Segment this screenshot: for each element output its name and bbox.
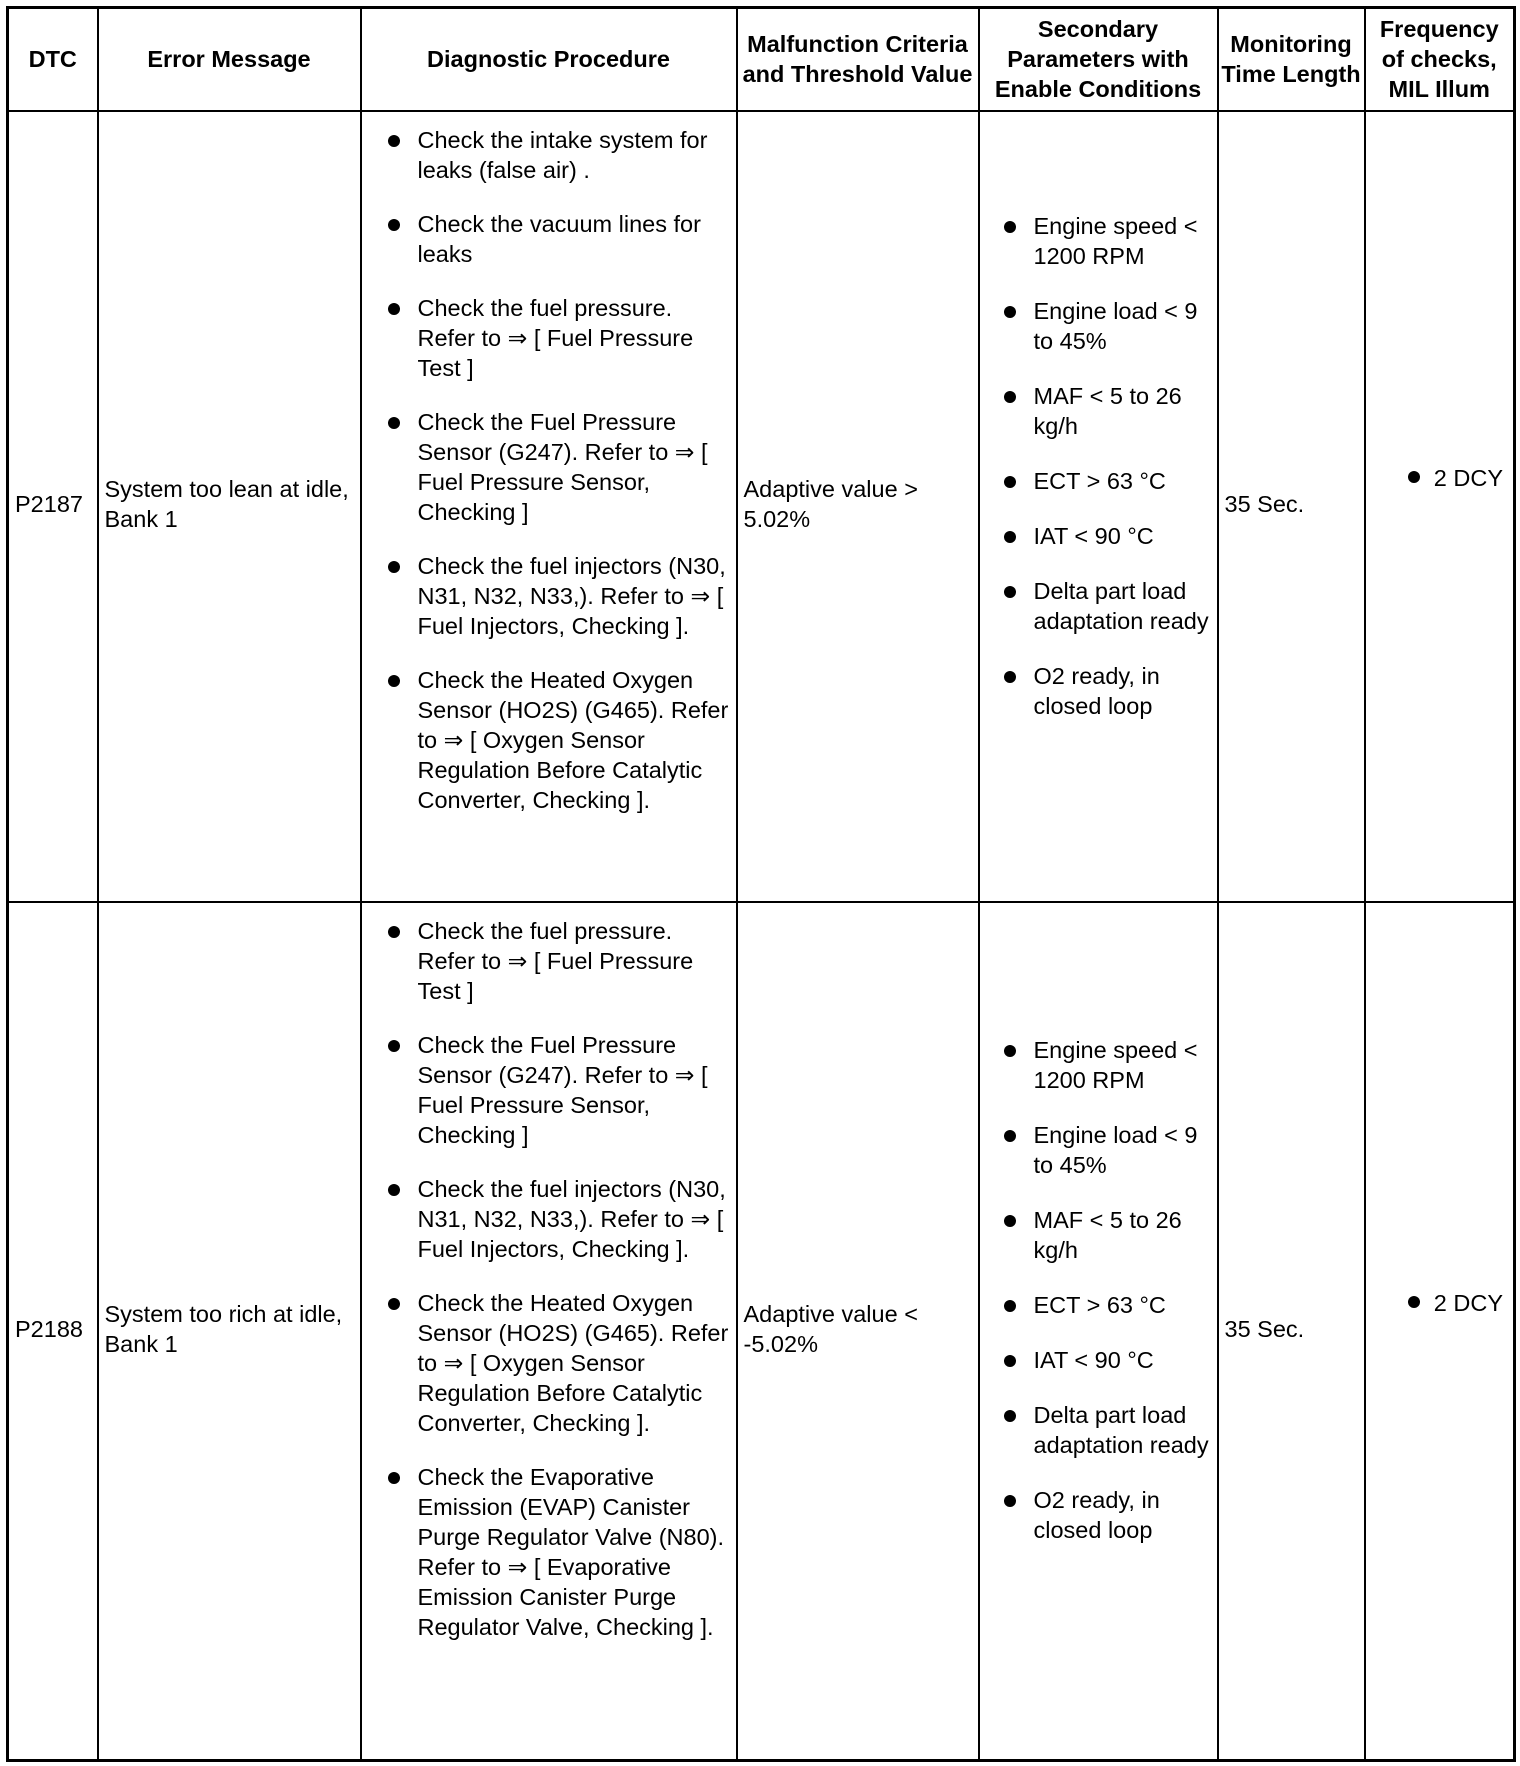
- list-item: [362, 1288, 734, 1438]
- bullet-icon: [1004, 1045, 1016, 1057]
- procedure-cell: [361, 902, 737, 1761]
- list-item: [980, 296, 1217, 356]
- secondary-cell: [979, 111, 1218, 902]
- dtc-code: P2187: [15, 491, 83, 517]
- list-item: [362, 916, 734, 1006]
- bullet-icon: [1004, 586, 1016, 598]
- secondary-list: [980, 211, 1217, 721]
- header-row: [8, 8, 1515, 111]
- bullet-icon: [388, 561, 400, 573]
- bullet-icon: [1004, 306, 1016, 318]
- procedure-list: [362, 112, 736, 815]
- list-item-text: Check the fuel pressure. Refer to ⇒ [ Fuel Pressure Test ]: [417, 917, 694, 1004]
- criteria-value: Adaptive value > 5.02%: [743, 476, 918, 532]
- list-item: [980, 211, 1217, 271]
- monitoring-time: 35 Sec.: [1224, 1315, 1305, 1342]
- list-item-text: Check the Heated Oxygen Sensor (HO2S) (G465). Refer to ⇒ [ Oxygen Sensor Regulation Before Catalytic Converter, Checking ].: [417, 666, 729, 813]
- secondary-list: [980, 1035, 1217, 1545]
- list-item: [980, 1035, 1217, 1095]
- list-item-text: O2 ready, in closed loop: [1033, 662, 1160, 719]
- bullet-icon: [388, 1184, 400, 1196]
- bullet-icon: [388, 1472, 400, 1484]
- procedure-cell: [361, 111, 737, 902]
- bullet-icon: [388, 675, 400, 687]
- bullet-icon: [1004, 531, 1016, 543]
- bullet-icon: [1004, 671, 1016, 683]
- procedure-list: [362, 903, 736, 1642]
- error-message-cell: [98, 111, 361, 902]
- header-error-message: Error Message: [98, 8, 361, 111]
- bullet-icon: [1004, 1355, 1016, 1367]
- list-item-text: Check the fuel injectors (N30, N31, N32, N33,). Refer to ⇒ [ Fuel Injectors, Checking ].: [417, 1175, 726, 1262]
- bullet-icon: [388, 1298, 400, 1310]
- list-item: [980, 381, 1217, 441]
- bullet-icon: [1004, 221, 1016, 233]
- list-item-text: MAF < 5 to 26 kg/h: [1033, 1207, 1182, 1264]
- frequency-value: 2 DCY: [1433, 1289, 1503, 1316]
- list-item: [362, 1030, 734, 1150]
- criteria-cell: [737, 111, 979, 902]
- error-message: System too rich at idle, Bank 1: [104, 1300, 343, 1357]
- list-item: [362, 665, 734, 815]
- list-item-text: Check the Fuel Pressure Sensor (G247). Refer to ⇒ [ Fuel Pressure Sensor, Checking ]: [417, 1031, 708, 1148]
- secondary-cell: [979, 902, 1218, 1761]
- header-secondary-parameters: Secondary Parameters with Enable Conditions: [979, 8, 1218, 111]
- error-message-cell: [98, 902, 361, 1761]
- list-item: [980, 1205, 1217, 1265]
- bullet-icon: [1004, 1410, 1016, 1422]
- dtc-code-cell: [8, 111, 98, 902]
- list-item-text: Engine load < 9 to 45%: [1033, 1122, 1198, 1179]
- bullet-icon: [388, 926, 400, 938]
- error-message: System too lean at idle, Bank 1: [104, 476, 349, 532]
- frequency-cell: [1365, 902, 1515, 1761]
- list-item-text: IAT < 90 °C: [1033, 1347, 1154, 1374]
- list-item-text: ECT > 63 °C: [1033, 467, 1166, 494]
- bullet-icon: [1004, 476, 1016, 488]
- list-item: [980, 1290, 1217, 1320]
- bullet-icon: [1004, 1130, 1016, 1142]
- list-item-text: Check the Evaporative Emission (EVAP) Canister Purge Regulator Valve (N80). Refer to ⇒ [ Evaporative Emission Canister Purge Regulator Valve, Checking ].: [417, 1463, 725, 1640]
- header-frequency: Frequency of checks, MIL Illum: [1365, 8, 1515, 111]
- list-item-text: MAF < 5 to 26 kg/h: [1033, 382, 1182, 439]
- list-item: [362, 1462, 734, 1642]
- criteria-value: Adaptive value < -5.02%: [743, 1300, 918, 1357]
- list-item: [980, 576, 1217, 636]
- list-item-text: IAT < 90 °C: [1033, 522, 1154, 549]
- bullet-icon: [1408, 471, 1420, 483]
- list-item-text: Check the Heated Oxygen Sensor (HO2S) (G465). Refer to ⇒ [ Oxygen Sensor Regulation Before Catalytic Converter, Checking ].: [417, 1289, 729, 1436]
- bullet-icon: [1408, 1296, 1420, 1308]
- list-item-text: Delta part load adaptation ready: [1033, 1402, 1209, 1459]
- monitoring-cell: [1218, 902, 1365, 1761]
- list-item: [362, 209, 734, 269]
- bullet-icon: [1004, 1495, 1016, 1507]
- header-dtc: DTC: [8, 8, 98, 111]
- dtc-table: [6, 6, 1516, 1762]
- list-item: [362, 125, 734, 185]
- list-item: [362, 551, 734, 641]
- bullet-icon: [388, 219, 400, 231]
- list-item-text: Check the vacuum lines for leaks: [417, 210, 701, 267]
- bullet-icon: [1004, 1300, 1016, 1312]
- monitoring-time: 35 Sec.: [1224, 491, 1305, 517]
- table-row: [8, 111, 1515, 902]
- list-item-text: Engine load < 9 to 45%: [1033, 297, 1198, 354]
- list-item: [980, 466, 1217, 496]
- list-item-text: Check the fuel pressure. Refer to ⇒ [ Fuel Pressure Test ]: [417, 294, 694, 381]
- dtc-code: P2188: [15, 1315, 83, 1342]
- list-item: [980, 521, 1217, 551]
- list-item-text: ECT > 63 °C: [1033, 1292, 1166, 1319]
- criteria-cell: [737, 902, 979, 1761]
- list-item-text: Check the Fuel Pressure Sensor (G247). Refer to ⇒ [ Fuel Pressure Sensor, Checking ]: [417, 408, 708, 525]
- list-item: [362, 407, 734, 527]
- bullet-icon: [388, 1040, 400, 1052]
- list-item-text: Engine speed < 1200 RPM: [1033, 212, 1198, 269]
- frequency-value: 2 DCY: [1433, 465, 1503, 491]
- list-item-text: Check the intake system for leaks (false air) .: [417, 126, 708, 183]
- bullet-icon: [388, 135, 400, 147]
- list-item-text: Engine speed < 1200 RPM: [1033, 1037, 1198, 1094]
- header-malfunction-criteria: Malfunction Criteria and Threshold Value: [737, 8, 979, 111]
- list-item-text: Check the fuel injectors (N30, N31, N32, N33,). Refer to ⇒ [ Fuel Injectors, Checking ].: [417, 552, 726, 639]
- list-item-text: O2 ready, in closed loop: [1033, 1487, 1160, 1544]
- list-item: [980, 1400, 1217, 1460]
- bullet-icon: [388, 417, 400, 429]
- list-item: [362, 1174, 734, 1264]
- list-item: [980, 1345, 1217, 1375]
- frequency-cell: [1365, 111, 1515, 902]
- list-item: [980, 661, 1217, 721]
- header-monitoring-time: Monitoring Time Length: [1218, 8, 1365, 111]
- bullet-icon: [1004, 1215, 1016, 1227]
- list-item: [362, 293, 734, 383]
- monitoring-cell: [1218, 111, 1365, 902]
- list-item-text: Delta part load adaptation ready: [1033, 577, 1209, 634]
- table-row: [8, 902, 1515, 1761]
- dtc-code-cell: [8, 902, 98, 1761]
- header-diagnostic-procedure: Diagnostic Procedure: [361, 8, 737, 111]
- bullet-icon: [388, 303, 400, 315]
- list-item: [980, 1120, 1217, 1180]
- bullet-icon: [1004, 391, 1016, 403]
- list-item: [980, 1485, 1217, 1545]
